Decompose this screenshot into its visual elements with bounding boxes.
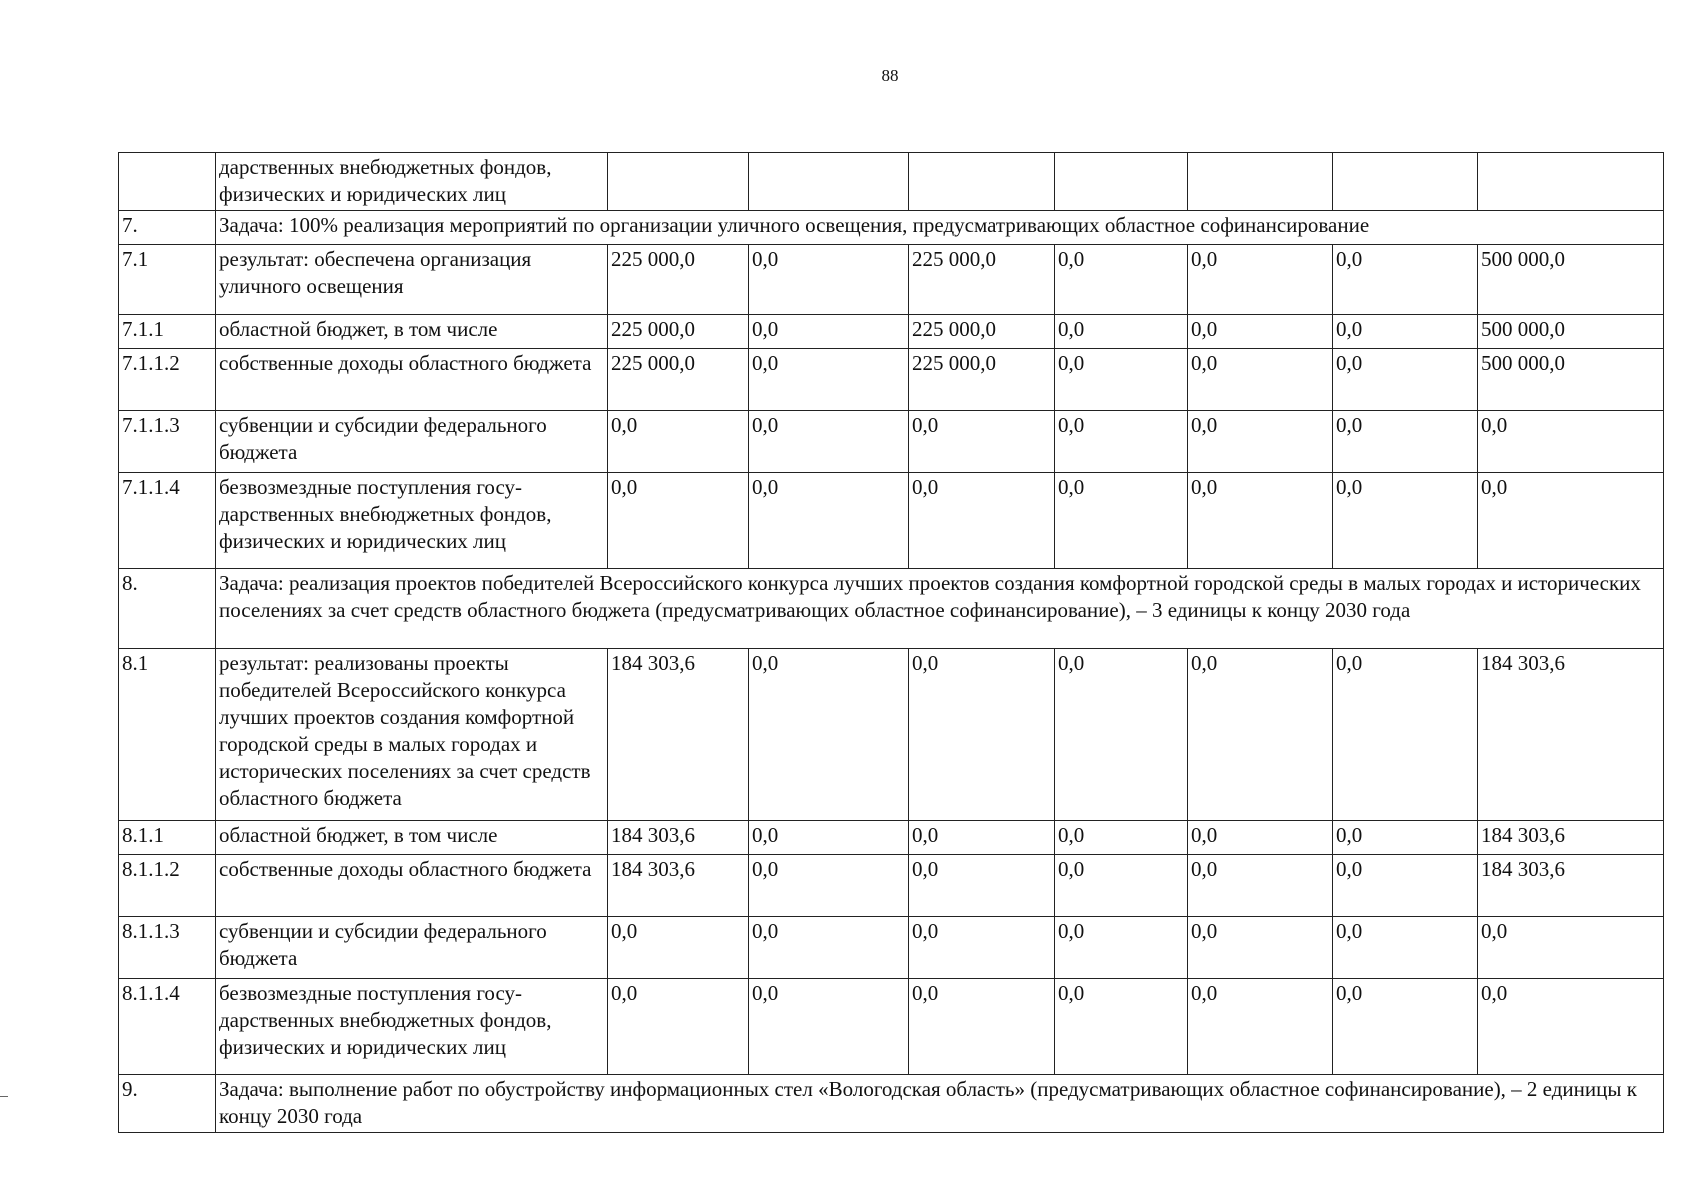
value-cell: 225 000,0 xyxy=(909,315,1055,349)
value-cell: 0,0 xyxy=(749,821,909,855)
value-cell: 0,0 xyxy=(1478,473,1664,569)
row-name-cell: собственные доходы областного бюджета xyxy=(216,349,608,411)
value-cell: 0,0 xyxy=(1188,349,1333,411)
row-code-cell: 7.1.1.4 xyxy=(119,473,216,569)
value-cell: 0,0 xyxy=(1055,245,1188,315)
value-cell: 0,0 xyxy=(1478,917,1664,979)
value-cell: 184 303,6 xyxy=(608,855,749,917)
row-name-cell: результат: реализованы проекты победителей Всероссийского конкурса лучших проектов создания комфортной городской среды в малых городах и исторических поселениях за счет средств областного бюджета xyxy=(216,649,608,821)
value-cell xyxy=(1055,153,1188,211)
table-row xyxy=(119,473,1664,569)
task-description-cell: Задача: 100% реализация мероприятий по организации уличного освещения, предусматривающих областное софинансирование xyxy=(216,211,1664,245)
value-cell: 0,0 xyxy=(1333,855,1478,917)
value-cell: 0,0 xyxy=(1188,855,1333,917)
value-cell: 0,0 xyxy=(909,855,1055,917)
row-code-cell: 7.1 xyxy=(119,245,216,315)
table-row xyxy=(119,315,1664,349)
value-cell: 0,0 xyxy=(749,411,909,473)
value-cell: 0,0 xyxy=(1333,917,1478,979)
value-cell xyxy=(1333,153,1478,211)
margin-mark xyxy=(0,1096,8,1097)
value-cell: 0,0 xyxy=(1333,473,1478,569)
value-cell: 0,0 xyxy=(1478,411,1664,473)
value-cell: 0,0 xyxy=(1333,821,1478,855)
budget-table xyxy=(118,152,1664,1133)
row-code-cell: 8.1.1.4 xyxy=(119,979,216,1075)
value-cell: 0,0 xyxy=(749,979,909,1075)
value-cell: 0,0 xyxy=(909,917,1055,979)
row-code-cell: 9. xyxy=(119,1075,216,1133)
value-cell: 0,0 xyxy=(1055,411,1188,473)
value-cell: 225 000,0 xyxy=(909,349,1055,411)
value-cell: 0,0 xyxy=(1333,411,1478,473)
value-cell: 184 303,6 xyxy=(608,649,749,821)
table-row xyxy=(119,411,1664,473)
value-cell: 500 000,0 xyxy=(1478,245,1664,315)
value-cell xyxy=(909,153,1055,211)
value-cell: 0,0 xyxy=(1333,245,1478,315)
value-cell: 0,0 xyxy=(749,855,909,917)
row-name-cell: безвозмездные поступления госу-дарственных внебюджетных фондов, физических и юридических лиц xyxy=(216,979,608,1075)
value-cell: 0,0 xyxy=(909,473,1055,569)
value-cell: 0,0 xyxy=(608,411,749,473)
value-cell: 0,0 xyxy=(1188,411,1333,473)
task-description-cell: Задача: выполнение работ по обустройству информационных стел «Вологодская область» (предусматривающих областное софинансирование), – 2 единицы к концу 2030 года xyxy=(216,1075,1664,1133)
value-cell: 0,0 xyxy=(909,411,1055,473)
value-cell: 0,0 xyxy=(749,315,909,349)
value-cell: 0,0 xyxy=(608,917,749,979)
value-cell: 0,0 xyxy=(1188,917,1333,979)
value-cell: 0,0 xyxy=(1333,649,1478,821)
value-cell: 0,0 xyxy=(1055,349,1188,411)
value-cell: 0,0 xyxy=(1188,821,1333,855)
row-name-cell: безвозмездные поступления госу-дарственных внебюджетных фондов, физических и юридических лиц xyxy=(216,473,608,569)
task-row xyxy=(119,211,1664,245)
value-cell: 184 303,6 xyxy=(1478,649,1664,821)
page-number: 88 xyxy=(881,66,899,85)
table-row xyxy=(119,979,1664,1075)
table-row xyxy=(119,821,1664,855)
row-code-cell: 8.1.1.2 xyxy=(119,855,216,917)
value-cell: 0,0 xyxy=(909,649,1055,821)
row-name-cell: субвенции и субсидии федерального бюджета xyxy=(216,411,608,473)
task-description-cell: Задача: реализация проектов победителей Всероссийского конкурса лучших проектов создания комфортной городской среды в малых городах и исторических поселениях за счет средств областного бюджета (предусматривающих областное софинансирование), – 3 единицы к концу 2030 года xyxy=(216,569,1664,649)
value-cell: 0,0 xyxy=(749,349,909,411)
value-cell: 0,0 xyxy=(1333,349,1478,411)
value-cell: 225 000,0 xyxy=(608,349,749,411)
value-cell: 0,0 xyxy=(1188,245,1333,315)
value-cell: 0,0 xyxy=(1333,315,1478,349)
table-row xyxy=(119,855,1664,917)
value-cell: 0,0 xyxy=(1055,979,1188,1075)
row-code-cell xyxy=(119,153,216,211)
value-cell: 184 303,6 xyxy=(1478,821,1664,855)
value-cell: 225 000,0 xyxy=(608,315,749,349)
row-code-cell: 8.1 xyxy=(119,649,216,821)
value-cell: 225 000,0 xyxy=(909,245,1055,315)
row-name-cell: дарственных внебюджетных фондов, физических и юридических лиц xyxy=(216,153,608,211)
row-name-cell: результат: обеспечена организация уличного освещения xyxy=(216,245,608,315)
value-cell: 184 303,6 xyxy=(608,821,749,855)
value-cell: 0,0 xyxy=(909,979,1055,1075)
value-cell: 0,0 xyxy=(1188,649,1333,821)
value-cell: 0,0 xyxy=(749,245,909,315)
row-code-cell: 7. xyxy=(119,211,216,245)
value-cell: 0,0 xyxy=(1055,855,1188,917)
value-cell: 0,0 xyxy=(1333,979,1478,1075)
row-name-cell: областной бюджет, в том числе xyxy=(216,821,608,855)
value-cell: 0,0 xyxy=(749,473,909,569)
row-code-cell: 7.1.1 xyxy=(119,315,216,349)
value-cell xyxy=(608,153,749,211)
value-cell: 0,0 xyxy=(608,979,749,1075)
task-row xyxy=(119,1075,1664,1133)
value-cell: 500 000,0 xyxy=(1478,315,1664,349)
value-cell: 0,0 xyxy=(1055,649,1188,821)
value-cell: 0,0 xyxy=(608,473,749,569)
value-cell: 225 000,0 xyxy=(608,245,749,315)
row-code-cell: 8. xyxy=(119,569,216,649)
value-cell: 0,0 xyxy=(1188,979,1333,1075)
table-row xyxy=(119,917,1664,979)
value-cell: 500 000,0 xyxy=(1478,349,1664,411)
value-cell xyxy=(1188,153,1333,211)
value-cell: 0,0 xyxy=(749,917,909,979)
row-code-cell: 7.1.1.3 xyxy=(119,411,216,473)
value-cell: 0,0 xyxy=(1188,315,1333,349)
value-cell: 0,0 xyxy=(1478,979,1664,1075)
table-row xyxy=(119,153,1664,211)
value-cell xyxy=(1478,153,1664,211)
value-cell: 0,0 xyxy=(909,821,1055,855)
row-code-cell: 8.1.1.3 xyxy=(119,917,216,979)
value-cell xyxy=(749,153,909,211)
value-cell: 0,0 xyxy=(1055,315,1188,349)
value-cell: 184 303,6 xyxy=(1478,855,1664,917)
row-code-cell: 7.1.1.2 xyxy=(119,349,216,411)
row-name-cell: собственные доходы областного бюджета xyxy=(216,855,608,917)
row-name-cell: субвенции и субсидии федерального бюджета xyxy=(216,917,608,979)
table-row xyxy=(119,649,1664,821)
table-row xyxy=(119,349,1664,411)
value-cell: 0,0 xyxy=(749,649,909,821)
value-cell: 0,0 xyxy=(1055,821,1188,855)
value-cell: 0,0 xyxy=(1055,473,1188,569)
table-body xyxy=(119,153,1664,1133)
row-name-cell: областной бюджет, в том числе xyxy=(216,315,608,349)
row-code-cell: 8.1.1 xyxy=(119,821,216,855)
table-row xyxy=(119,245,1664,315)
task-row xyxy=(119,569,1664,649)
value-cell: 0,0 xyxy=(1188,473,1333,569)
value-cell: 0,0 xyxy=(1055,917,1188,979)
